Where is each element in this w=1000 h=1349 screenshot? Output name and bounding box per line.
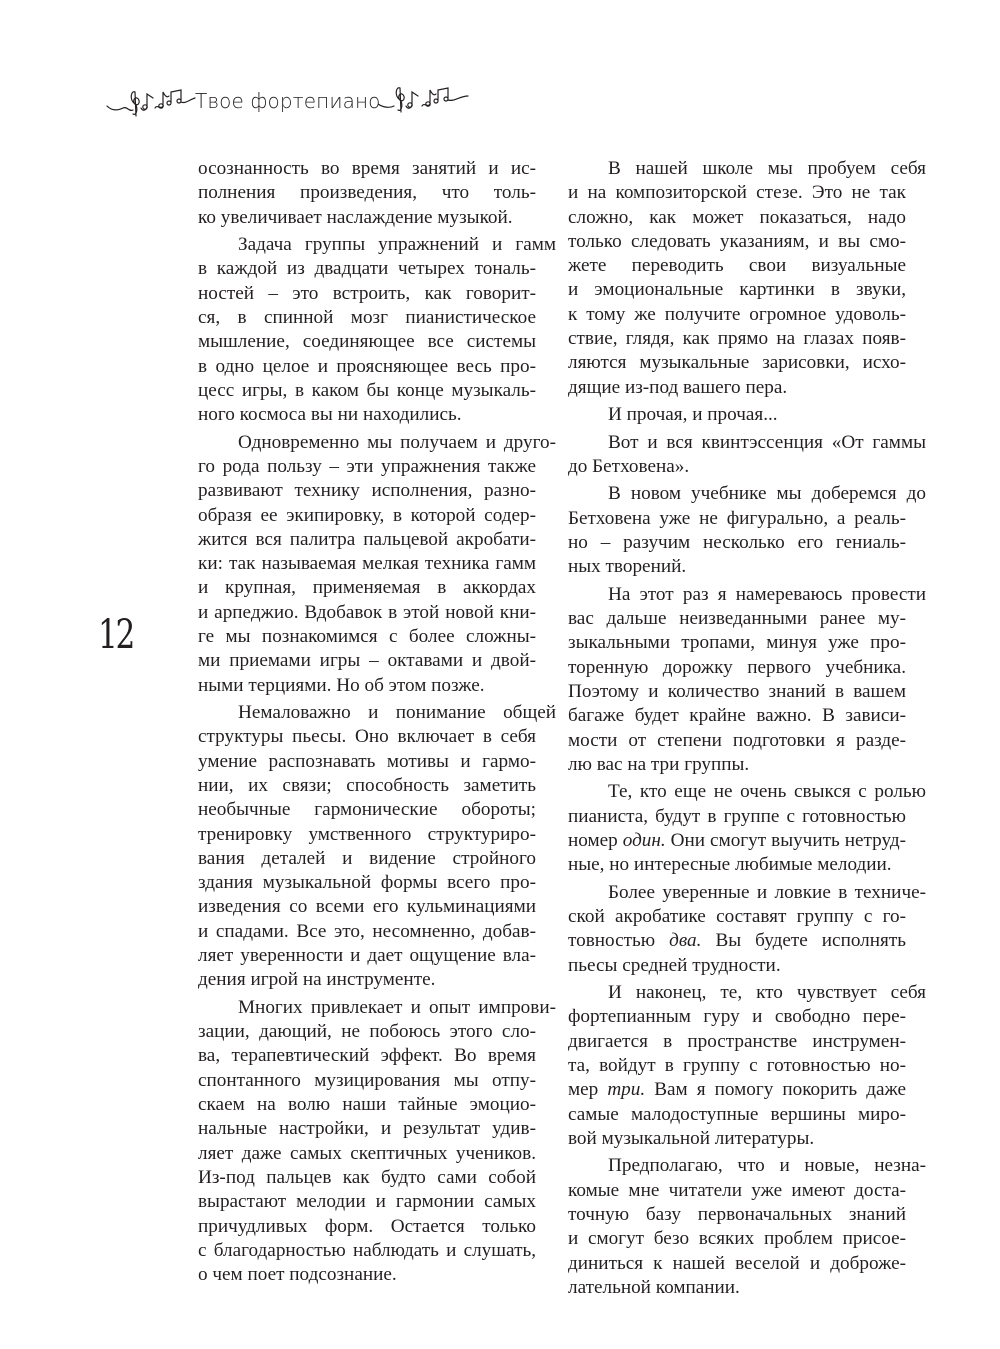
text-line [198, 920, 536, 944]
text-line [568, 254, 906, 278]
text-line [568, 729, 906, 753]
text-line-content: зации, дающий, не побоюсь этого сло- [198, 1021, 536, 1043]
text-line [198, 206, 536, 230]
treble-clef-notes-ornament-right-icon [378, 78, 470, 122]
text-line [198, 725, 536, 749]
text-line-content: ными терциями. Но об этом позже. [198, 674, 485, 696]
paragraph [568, 431, 926, 480]
text-line-content: но – разучим несколько его гениаль- [568, 532, 906, 554]
text-line [568, 230, 906, 254]
text-line [568, 753, 906, 777]
text-line-content: сложно, как может показаться, надо [568, 206, 906, 228]
text-line-content: дения игрой на инструменте. [198, 969, 436, 991]
text-line [198, 1093, 536, 1117]
text-line-content: и крупная, применяемая в аккордах [198, 577, 536, 599]
text-line-content: пьесы средней трудности. [568, 954, 781, 976]
text-line [198, 431, 556, 455]
text-line [198, 1190, 536, 1214]
text-line-content: Из-под пальцев как будто сами собой [198, 1166, 536, 1188]
text-line [198, 1166, 536, 1190]
text-line [568, 1030, 906, 1054]
text-line-content: и спадами. Все это, несомненно, добав- [198, 920, 536, 942]
text-line [568, 482, 926, 506]
text-line-content: ляются музыкальные зарисовки, исхо- [568, 352, 906, 374]
text-line [568, 181, 906, 205]
text-line-content: здания музыкальной формы всего про- [198, 872, 536, 894]
text-line [198, 504, 536, 528]
text-line [568, 555, 906, 579]
text-line [198, 968, 536, 992]
text-line [198, 1239, 536, 1263]
paragraph [198, 157, 536, 230]
text-line-content: ляет уверенности и дает ощущение вла- [198, 945, 536, 967]
text-line-content: комые мне читатели уже имеют доста- [568, 1179, 906, 1201]
text-line-content: И наконец, те, кто чувствует себя [608, 982, 926, 1004]
text-line-content: диниться к нашей веселой и доброже- [568, 1252, 906, 1274]
emphasis: один. [622, 829, 666, 851]
text-line-content: Поэтому и количество знаний в вашем [568, 680, 906, 702]
text-line-content: торенную дорожку первого учебника. [568, 656, 906, 678]
text-line-content: ки: так называемая мелкая техника гамм [198, 553, 536, 575]
text-line [568, 631, 906, 655]
text-line [198, 1069, 536, 1093]
text-line [568, 1179, 906, 1203]
text-line-content: нальные настройки, и результат удив- [198, 1118, 536, 1140]
paragraph [198, 431, 556, 698]
text-line-content: ге мы познакомимся с более сложны- [198, 626, 536, 648]
text-line-content: осознанность во время занятий и ис- [198, 158, 536, 179]
text-line-content: ся, в спинной мозг пианистическое [198, 306, 536, 328]
text-line [568, 981, 926, 1005]
text-line [568, 704, 906, 728]
text-line-content: На этот раз я намереваюсь провести [608, 583, 926, 605]
text-line-content: вой музыкальной литературы. [568, 1127, 815, 1149]
text-line [198, 330, 536, 354]
text-line [198, 871, 536, 895]
text-line-content: та, войдут в группу с готовностью но- [568, 1055, 906, 1076]
text-line [198, 996, 556, 1020]
paragraph [568, 981, 926, 1151]
text-line-content: и смогут безо всяких проблем присое- [568, 1228, 906, 1250]
text-line-content: и эмоциональные картинки в звуки, [568, 279, 906, 301]
paragraph [568, 780, 926, 877]
text-line [568, 1054, 906, 1078]
paragraph [568, 482, 926, 579]
text-line [568, 1005, 906, 1029]
text-column-right [568, 157, 926, 1303]
text-line [568, 656, 906, 680]
text-line [198, 1117, 536, 1141]
text-line-content: лательной компании. [568, 1276, 740, 1298]
text-line [198, 257, 536, 281]
text-line [568, 929, 906, 953]
text-line-content: номер один. Они смогут выучить нетруд- [568, 829, 907, 851]
text-line-content: лю вас на три группы. [568, 753, 750, 775]
page-number: 12 [98, 612, 134, 658]
text-line-content: Вот и вся квинтэссенция «От гаммы [608, 431, 926, 453]
text-line-content: вас дальше неизведанными ранее му- [568, 608, 906, 630]
text-line-content: цесс игры, в каком бы конце музыкаль- [198, 379, 536, 401]
text-line [568, 1154, 926, 1178]
text-line-content: жится вся палитра пальцевой акробати- [198, 528, 536, 550]
text-line-content: умение распознавать мотивы и гармо- [198, 750, 536, 772]
text-line [198, 674, 536, 698]
text-line-content: изведения со всеми его кульминациями [198, 896, 536, 918]
text-line [568, 507, 906, 531]
text-line [568, 680, 906, 704]
text-line [198, 479, 536, 503]
text-column-left [198, 157, 556, 1291]
text-line [568, 853, 906, 877]
text-line [568, 376, 906, 400]
text-line-content: ных творений. [568, 556, 687, 578]
emphasis: три. [607, 1079, 646, 1101]
text-line [198, 701, 556, 725]
running-header [105, 78, 515, 122]
text-line [568, 1227, 906, 1251]
text-line [568, 881, 926, 905]
text-line [568, 1252, 906, 1276]
text-line-content: В новом учебнике мы доберемся до [608, 483, 926, 505]
text-line-content: жете переводить свои визуальные [568, 255, 906, 277]
paragraph [568, 583, 926, 777]
text-line [198, 1215, 536, 1239]
text-line-content: багаже будет крайне важно. В зависи- [568, 705, 906, 727]
text-line [568, 278, 906, 302]
text-line-content: двигается в пространстве инструмен- [568, 1030, 906, 1052]
text-line [198, 552, 536, 576]
text-line-content: ко увеличивает наслаждение музыкой. [198, 206, 513, 228]
text-line-content: фортепианным гуру и свободно пере- [568, 1006, 906, 1028]
text-line [568, 905, 906, 929]
text-line [198, 750, 536, 774]
paragraph [568, 1154, 926, 1300]
text-line [198, 455, 536, 479]
text-line [198, 1263, 536, 1287]
text-line-content: до Бетховена». [568, 455, 690, 477]
text-line-content: ми приемами игры – октавами и двой- [198, 650, 536, 672]
text-line-content: и арпеджио. Вдобавок в этой новой кни- [198, 601, 536, 623]
text-line [568, 431, 926, 455]
text-line-content: Предполагаю, что и новые, незна- [608, 1155, 926, 1177]
text-line [568, 455, 906, 479]
text-line-content: Немаловажно и понимание общей [238, 702, 556, 724]
text-line [198, 355, 536, 379]
text-line [198, 157, 536, 181]
text-line-content: В нашей школе мы пробуем себя [608, 158, 926, 179]
text-line-content: Многих привлекает и опыт импрови- [238, 996, 556, 1018]
text-line [568, 351, 906, 375]
treble-clef-notes-ornament-left-icon [105, 78, 197, 122]
text-line-content: развивают технику исполнения, разно- [198, 480, 536, 502]
text-line [198, 306, 536, 330]
text-line-content: мышление, соединяющее все системы [198, 331, 536, 353]
text-line-content: пианиста, будут в группе с готовностью [568, 805, 906, 827]
text-line-content: точную базу первоначальных знаний [568, 1203, 906, 1225]
text-line-content: дящие из-под вашего пера. [568, 376, 788, 398]
text-line [198, 798, 536, 822]
text-line-content: и на композиторской стезе. Это не так [568, 182, 906, 204]
text-line [198, 895, 536, 919]
text-line-content: нии, их связи; способность заметить [198, 774, 536, 796]
text-line [198, 1044, 536, 1068]
text-line-content: структуры пьесы. Оно включает в себя [198, 726, 536, 748]
text-line [198, 1020, 536, 1044]
text-line-content: о чем поет подсознание. [198, 1264, 397, 1286]
text-line [568, 531, 906, 555]
paragraph [568, 403, 906, 427]
text-line-content: зыкальными тропами, минуя уже про- [568, 632, 906, 654]
text-line-content: Бетховена уже не фигурально, а реаль- [568, 507, 906, 529]
text-line [568, 583, 926, 607]
text-line [568, 206, 906, 230]
text-line [568, 157, 926, 181]
text-line [198, 576, 536, 600]
text-line [198, 649, 536, 673]
text-line-content: ные, но интересные любимые мелодии. [568, 854, 892, 876]
text-line [198, 379, 536, 403]
text-line [568, 1276, 906, 1300]
text-line [568, 954, 906, 978]
paragraph [198, 701, 556, 993]
text-line-content: Задача группы упражнений и гамм [238, 234, 556, 256]
text-line [198, 774, 536, 798]
text-line-content: вания деталей и видение стройного [198, 847, 536, 869]
text-line-content: мер три. Вам я помогу покорить даже [568, 1079, 906, 1101]
text-line [568, 327, 906, 351]
text-line-content: самые малодоступные вершины миро- [568, 1103, 906, 1125]
text-line-content: мости от степени подготовки я разде- [568, 729, 906, 751]
text-line-content: скаем на волю наши тайные эмоцио- [198, 1094, 536, 1116]
text-line-content: ствие, глядя, как прямо на глазах появ- [568, 328, 906, 350]
paragraph [568, 881, 926, 978]
text-line [198, 528, 536, 552]
text-line-content: спонтанного музицирования мы отпу- [198, 1069, 536, 1091]
text-line-content: в одно целое и проясняющее весь про- [198, 355, 536, 377]
text-line-content: го рода пользу – эти упражнения также [198, 455, 536, 477]
text-line [198, 233, 556, 257]
text-line [198, 601, 536, 625]
text-line [568, 1078, 906, 1102]
text-line [198, 823, 536, 847]
text-line-content: полнения произведения, что толь- [198, 182, 536, 204]
text-line-content: И прочая, и прочая... [608, 404, 778, 426]
text-line-content: Более уверенные и ловкие в техниче- [608, 881, 926, 903]
text-line [568, 780, 926, 804]
text-line [198, 181, 536, 205]
text-line-content: ляет даже самых скептичных учеников. [198, 1142, 536, 1164]
emphasis: два. [669, 930, 702, 952]
text-line [568, 607, 906, 631]
paragraph [568, 157, 926, 400]
text-line-content: ного космоса вы ни находились. [198, 404, 462, 426]
text-line [568, 1203, 906, 1227]
text-line [198, 847, 536, 871]
paragraph [198, 996, 556, 1288]
text-line-content: Одновременно мы получаем и друго- [238, 431, 556, 453]
text-line-content: ской акробатике составят группу с го- [568, 906, 906, 928]
text-line-content: только следовать указаниям, и вы смо- [568, 230, 906, 252]
text-line-content: необычные гармонические обороты; [198, 799, 536, 821]
text-line-content: в каждой из двадцати четырех тональ- [198, 258, 536, 280]
text-line-content: товностью два. Вы будете исполнять [568, 930, 906, 952]
text-line-content: тренировку умственного структуриро- [198, 823, 536, 845]
text-line [198, 944, 536, 968]
text-line-content: с благодарностью наблюдать и слушать, [198, 1239, 536, 1261]
text-line [198, 403, 536, 427]
text-line [568, 829, 906, 853]
text-line-content: вырастают мелодии и гармонии самых [198, 1191, 536, 1213]
text-line-content: к тому же получите огромное удоволь- [568, 303, 906, 325]
running-title: Твое фортепиано [195, 89, 381, 113]
text-line [568, 403, 906, 427]
text-line-content: образя ее экипировку, в которой содер- [198, 504, 536, 526]
text-line-content: Те, кто еще не очень свыкся с ролью [608, 781, 926, 803]
text-line [568, 303, 906, 327]
text-line [198, 1142, 536, 1166]
text-line-content: ва, терапевтический эффект. Во время [198, 1045, 536, 1067]
text-line [568, 805, 906, 829]
text-line-content: причудливых форм. Остается только [198, 1215, 536, 1237]
text-line-content: ностей – это встроить, как говорит- [198, 282, 536, 304]
text-line [198, 625, 536, 649]
paragraph [198, 233, 556, 427]
text-line [568, 1127, 906, 1151]
text-line [568, 1103, 906, 1127]
text-line [198, 282, 536, 306]
